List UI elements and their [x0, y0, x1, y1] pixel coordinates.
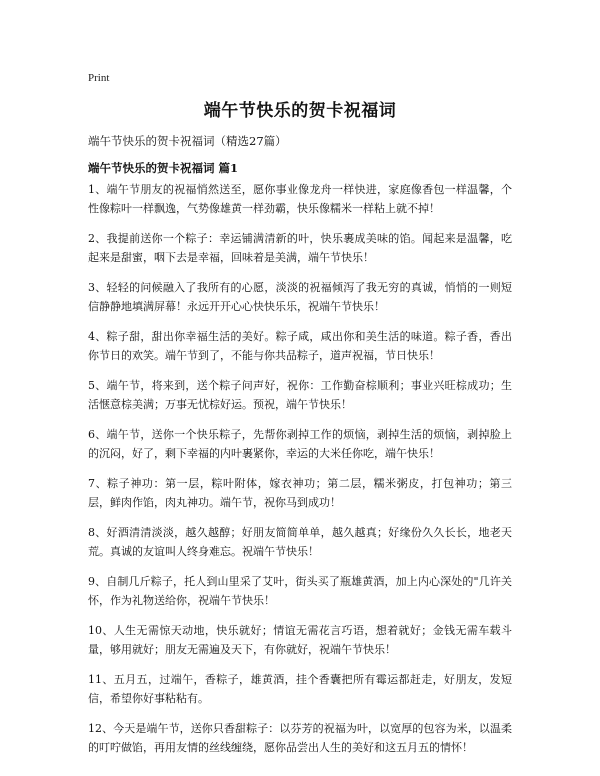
paragraph-11: 11、五月五，过端午，香粽子，雄黄酒，挂个香囊把所有霉运都赶走，好朋友，发短信，希望你好事粘粘有。	[88, 673, 512, 705]
paragraph-9: 9、自制几斤粽子，托人到山里采了艾叶，街头买了瓶雄黄酒，加上内心深处的"几许关怀，作为礼物送给你，祝端午节快乐！	[88, 575, 512, 607]
paragraph-10: 10、人生无需惊天动地，快乐就好；情谊无需花言巧语，想着就好；金钱无需车载斗量，够用就好；朋友无需遍及天下，有你就好，祝端午节快乐！	[88, 624, 512, 656]
paragraph-1: 1、端午节朋友的祝福悄然送至，愿你事业像龙舟一样快进，家庭像香包一样温馨，个性像粽叶一样飘逸，气势像雄黄一样劲霸，快乐像糯米一样粘上就不掉！	[88, 183, 512, 215]
paragraph-2: 2、我提前送你一个粽子：幸运铺满清新的叶，快乐裹成美味的馅。闻起来是温馨，吃起来是甜蜜，咽下去是幸福，回味着是美满，端午节快乐！	[88, 232, 512, 264]
paragraph-5: 5、端午节，将来到，送个粽子问声好，祝你：工作勤奋棕顺利；事业兴旺棕成功；生活惬意棕美满；万事无忧棕好运。预祝，端午节快乐！	[88, 379, 512, 411]
paragraph-8: 8、好酒清清淡淡，越久越醇；好朋友简简单单，越久越真；好缘份久久长长，地老天荒。真诚的友谊叫人终身难忘。祝端午节快乐！	[88, 526, 512, 558]
document-subtitle: 端午节快乐的贺卡祝福词（精选27篇）	[88, 134, 287, 148]
paragraph-3: 3、轻轻的问候融入了我所有的心愿，淡淡的祝福倾泻了我无穷的真诚，悄悄的一则短信静静地填满屏幕！永远开开心心快快乐乐，祝端午节快乐！	[88, 281, 512, 313]
paragraph-12: 12、今天是端午节，送你只香甜粽子：以芬芳的祝福为叶，以宽厚的包容为米，以温柔的叮咛做馅，再用友情的丝线缠绕，愿你品尝出人生的美好和这五月五的情怀！	[88, 722, 512, 754]
print-link[interactable]: Print	[88, 72, 110, 84]
article-body	[88, 180, 512, 768]
paragraph-6: 6、端午节，送你一个快乐粽子，先帮你剥掉工作的烦恼，剥掉生活的烦恼，剥掉脸上的沉闷，好了，剩下幸福的内叶裹紧你，幸运的大米任你吃，端午快乐！	[88, 428, 512, 460]
page-title: 端午节快乐的贺卡祝福词	[203, 101, 397, 121]
paragraph-4: 4、粽子甜，甜出你幸福生活的美好。粽子咸，咸出你和美生活的味道。粽子香，香出你节日的欢笑。端午节到了，不能与你共品粽子，道声祝福，节日快乐！	[88, 330, 512, 362]
paragraph-7: 7、粽子神功：第一层，粽叶附体，嫁衣神功；第二层，糯米粥皮，打包神功；第三层，鲜肉作馅，肉丸神功。端午节，祝你马到成功！	[88, 477, 512, 509]
section-heading: 端午节快乐的贺卡祝福词 篇1	[88, 161, 239, 175]
